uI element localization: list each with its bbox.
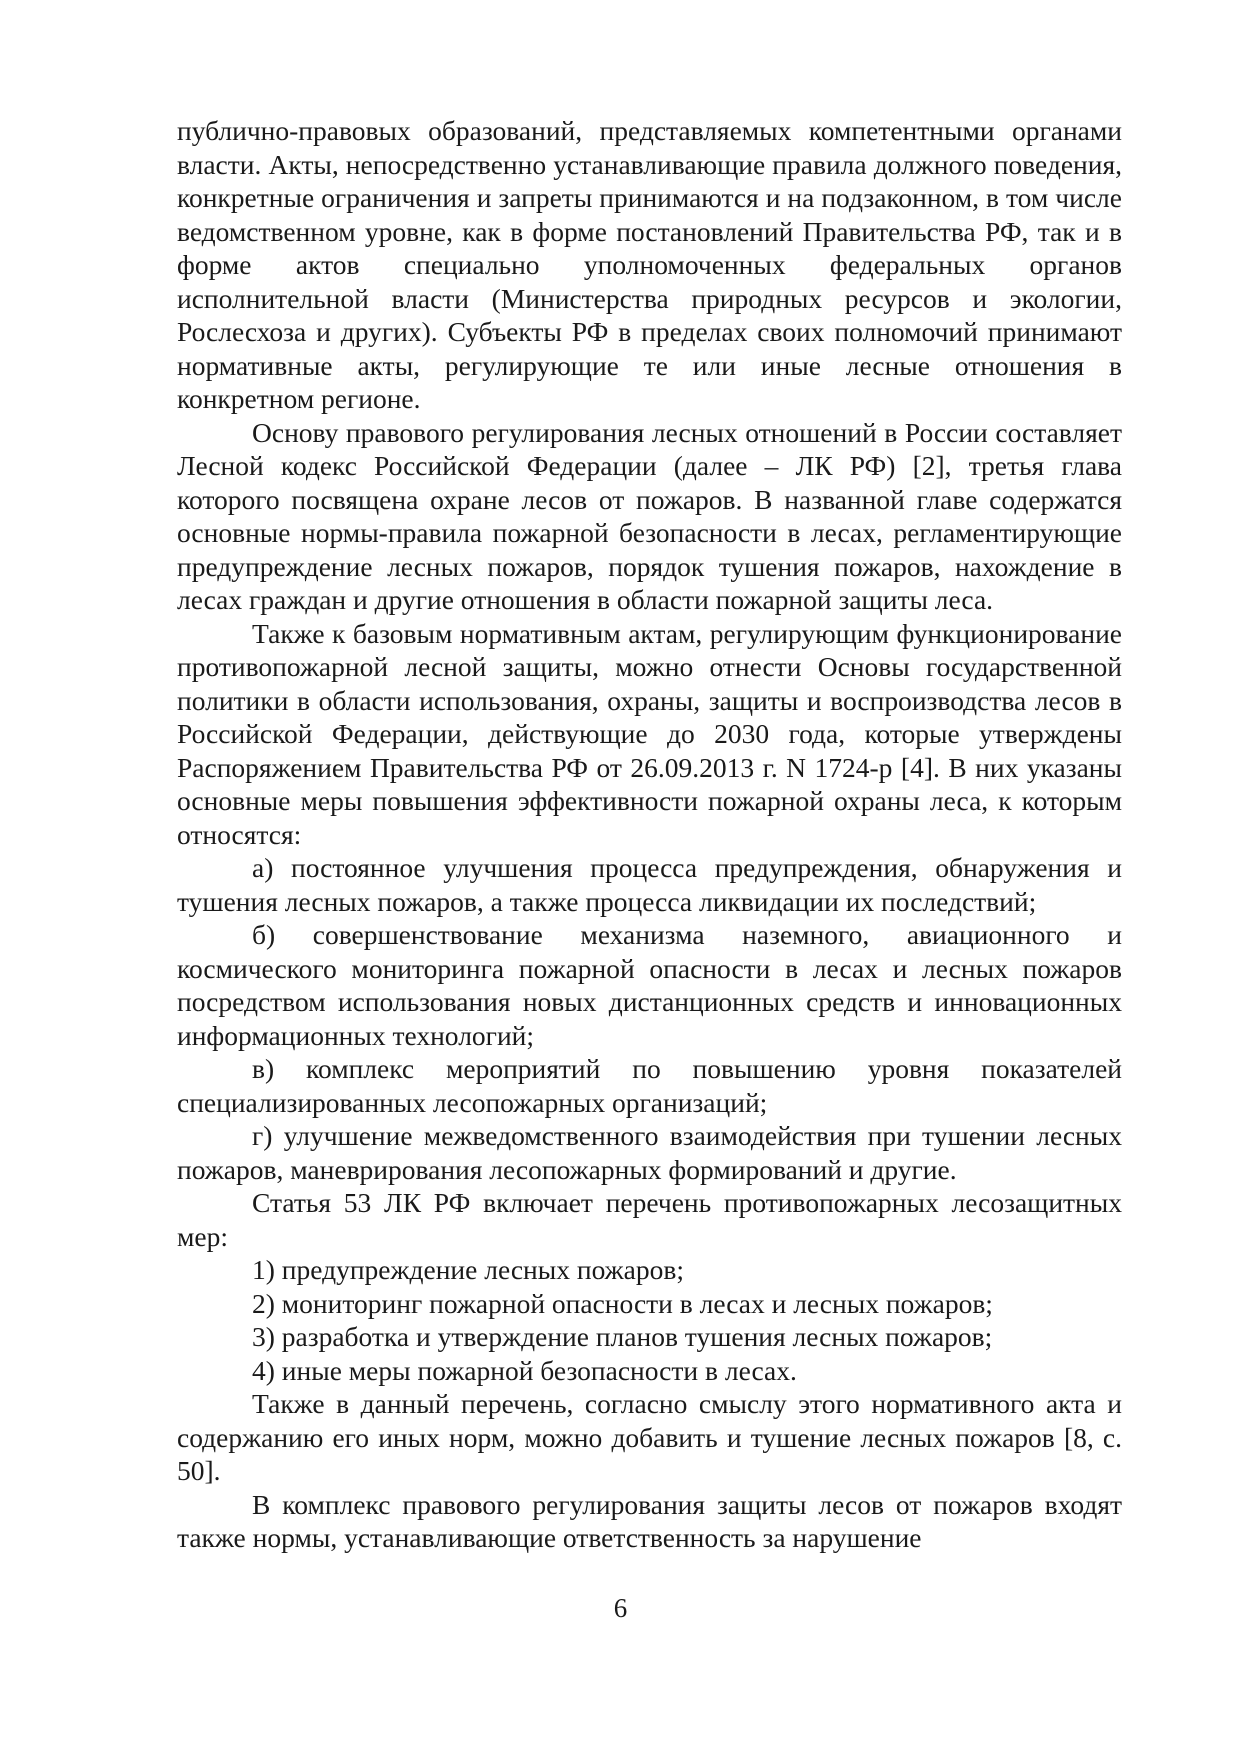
list-item-b: б) совершенствование механизма наземного, авиационного и космического мониторинга пожарной опасности в лесах и лесных пожаров посредством использования новых дистанционных средств и инновационных информационных технологий; [177, 919, 1122, 1051]
page-body [177, 114, 1122, 1555]
list-item-4: 4) иные меры пожарной безопасности в лесах. [252, 1354, 797, 1386]
paragraph-liability: В комплекс правового регулирования защиты лесов от пожаров входят также нормы, устанавливающие ответственность за нарушение [177, 1488, 1122, 1553]
list-item-a: а) постоянное улучшения процесса предупреждения, обнаружения и тушения лесных пожаров, а также процесса ликвидации их последствий; [177, 852, 1122, 917]
list-item-3: 3) разработка и утверждение планов тушения лесных пожаров; [252, 1321, 993, 1352]
paragraph-article-53: Статья 53 ЛК РФ включает перечень противопожарных лесозащитных мер: [177, 1187, 1122, 1252]
paragraph-state-policy: Также к базовым нормативным актам, регулирующим функционирование противопожарной лесной защиты, можно отнести Основы государственной политики в области использования, охраны, защиты и воспроизводства лесов в Российской Федерации, действующие до 2030 года, которые утверждены Распоряжением Правительства РФ от 26.09.2013 г. N 1724-р [4]. В них указаны основные меры повышения эффективности пожарной охраны леса, к которым относятся: [177, 617, 1122, 850]
list-item-2: 2) мониторинг пожарной опасности в лесах и лесных пожаров; [252, 1287, 993, 1319]
page-number: 6 [613, 1593, 628, 1623]
paragraph-continuation: публично-правовых образований, представляемых компетентными органами власти. Акты, непосредственно устанавливающие правила должного поведения, конкретные ограничения и запреты принимаются и на подзаконном, в том числе ведомственном уровне, как в форме постановлений Правительства РФ, так и в форме актов специально уполномоченных федеральных органов исполнительной власти (Министерства природных ресурсов и экологии, Рослесхоза и других). Субъекты РФ в пределах своих полномочий принимают нормативные акты, регулирующие те или иные лесные отношения в конкретном регионе. [177, 115, 1122, 414]
list-item-1: 1) предупреждение лесных пожаров; [252, 1254, 684, 1285]
paragraph-extinguishing: Также в данный перечень, согласно смыслу этого нормативного акта и содержанию его иных норм, можно добавить и тушение лесных пожаров [8, с. 50]. [177, 1388, 1122, 1486]
list-item-g: г) улучшение межведомственного взаимодействия при тушении лесных пожаров, маневрирования лесопожарных формирований и другие. [177, 1120, 1122, 1185]
list-item-v: в) комплекс мероприятий по повышению уровня показателей специализированных лесопожарных организаций; [177, 1053, 1122, 1118]
paragraph-forest-code: Основу правового регулирования лесных отношений в России составляет Лесной кодекс Российской Федерации (далее – ЛК РФ) [2], третья глава которого посвящена охране лесов от пожаров. В названной главе содержатся основные нормы-правила пожарной безопасности в лесах, регламентирующие предупреждение лесных пожаров, порядок тушения пожаров, нахождение в лесах граждан и другие отношения в области пожарной защиты леса. [177, 416, 1122, 615]
